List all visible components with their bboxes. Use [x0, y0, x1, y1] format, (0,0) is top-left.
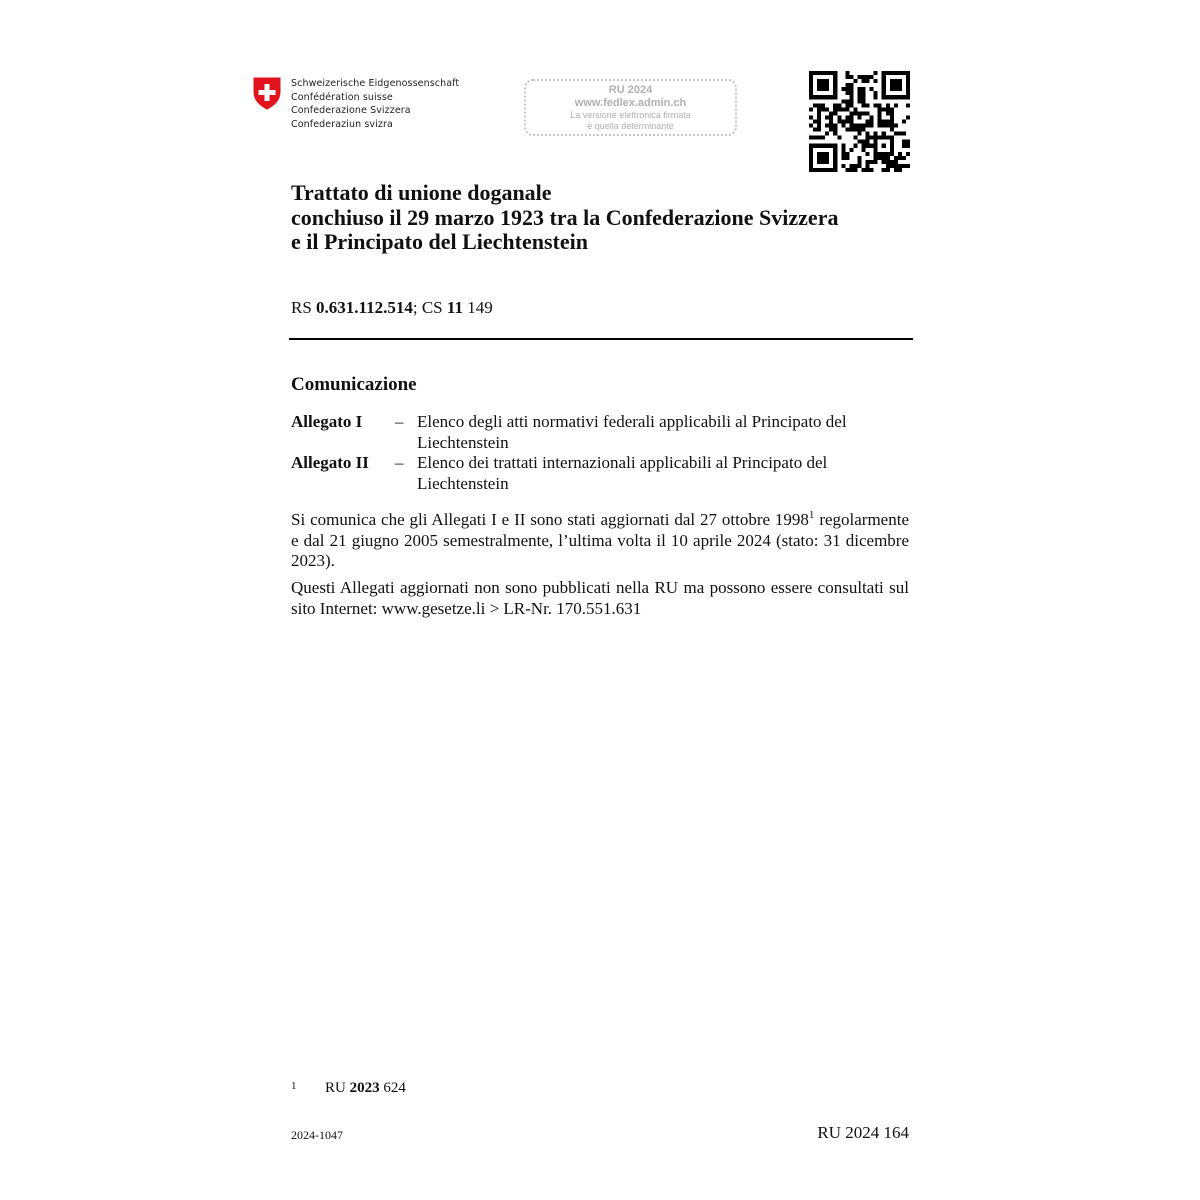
annex-item	[291, 453, 911, 495]
online-availability-paragraph: Questi Allegati aggiornati non sono pubblicati nella RU ma possono essere consultati sul sito Internet: www.gesetze.li > LR-Nr. 170.551.631	[291, 578, 909, 618]
stamp-collection: RU 2024	[608, 84, 653, 96]
cs-page: 149	[467, 298, 493, 317]
cs-prefix: ; CS	[412, 298, 443, 317]
stamp-note: è quella determinante	[587, 121, 674, 131]
admin-line: Confederazione Svizzera	[291, 105, 411, 116]
title-line: conchiuso il 29 marzo 1923 tra la Confederazione Svizzera	[291, 204, 839, 230]
federal-administration-wordmark	[291, 77, 459, 131]
qr-code-icon	[809, 71, 910, 172]
admin-line: Schweizerische Eidgenossenschaft	[291, 78, 460, 89]
annex-dash: –	[395, 412, 404, 431]
admin-line: Confederaziun svizra	[291, 118, 393, 130]
communication-paragraph	[291, 510, 909, 572]
paragraph-text: regolarmente e dal 21 giugno 2005 semestralmente, l’ultima volta il 10 aprile 2024 (stato: 31 dicembre 2023).	[291, 510, 909, 570]
annex-item	[291, 412, 911, 454]
classification-reference	[291, 298, 493, 318]
annex-dash: –	[395, 453, 404, 472]
footnote-reference[interactable]: 1	[808, 509, 815, 521]
header-divider	[289, 338, 913, 340]
cs-volume: 11	[446, 298, 463, 317]
rs-number: 0.631.112.514	[316, 298, 413, 317]
page-reference: RU 2024 164	[817, 1123, 909, 1142]
footnote	[291, 1080, 406, 1097]
section-heading: Comunicazione	[291, 374, 417, 395]
swiss-crest-icon	[253, 77, 281, 110]
footnote-page: 624	[383, 1080, 406, 1096]
annex-label: Allegato I	[291, 412, 363, 431]
stamp-website: www.fedlex.admin.ch	[574, 97, 687, 109]
annex-text: Elenco degli atti normativi federali applicabili al Principato del Liechtenstein	[417, 412, 847, 452]
annex-label: Allegato II	[291, 453, 369, 472]
document-id: 2024-1047	[291, 1128, 343, 1142]
title-line: Trattato di unione doganale	[291, 180, 552, 205]
footnote-prefix: RU	[325, 1080, 346, 1096]
document-title	[291, 181, 931, 255]
title-line: e il Principato del Liechtenstein	[291, 229, 588, 254]
stamp-note: La versione elettronica firmata	[570, 110, 691, 120]
footnote-number: 1	[291, 1080, 297, 1092]
paragraph-text: Si comunica che gli Allegati I e II sono stati aggiornati dal 27 ottobre 1998	[291, 510, 809, 529]
rs-prefix: RS	[291, 298, 312, 317]
admin-line: Confédération suisse	[291, 91, 393, 103]
official-publication-stamp	[524, 79, 737, 136]
annex-text: Elenco dei trattati internazionali applicabili al Principato del Liechtenstein	[417, 453, 828, 493]
footnote-year: 2023	[349, 1080, 380, 1096]
